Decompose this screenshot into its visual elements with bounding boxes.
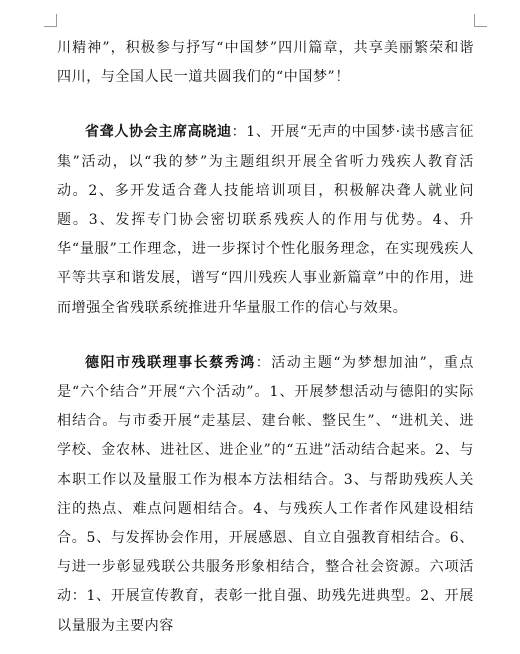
paragraph-1-text: 川精神”，积极参与抒写“中国梦”四川篇章，共享美丽繁荣和谐四川，与全国人民一道共圆我们的“中国梦”！ bbox=[57, 40, 474, 86]
paragraph-2 bbox=[57, 118, 474, 322]
paragraph-spacer bbox=[57, 323, 474, 349]
paragraph-2-text: ：1、开展“无声的中国梦·读书感言征集”活动，以“我的梦”为主题组织开展全省听力残疾人教育活动。2、多开发适合聋人技能培训项目，积极解决聋人就业问题。3、发挥专门协会密切联系残疾人的作用与优势。4、升华“量服”工作理念，进一步探讨个性化服务理念，在实现残疾人平等共享和谐发展，谱写“四川残疾人事业新篇章”中的作用，进而增强全省残联系统推进升华量服工作的信心与效果。 bbox=[57, 124, 474, 316]
paragraph-3 bbox=[57, 349, 474, 641]
paragraph-3-text: ：活动主题“为梦想加油”，重点是“六个结合”开展“六个活动”。1、开展梦想活动与德阳的实际相结合。与市委开展“走基层、建台帐、整民生”、“进机关、进学校、金农林、进社区、进企业”的“五进”活动结合起来。2、与本职工作以及量服工作为根本方法相结合。3、与帮助残疾人关注的热点、难点问题相结合。4、与残疾人工作者作风建设相结合。5、与发挥协会作用，开展感恩、自立自强教育相结合。6、与进一步彰显残联公共服务形象相结合，整合社会资源。六项活动：1、开展宣传教育，表彰一批自强、助残先进典型。2、开展以量服为主要内容 bbox=[57, 354, 474, 634]
crop-mark-top-left bbox=[44, 14, 57, 27]
paragraph-2-speaker: 省聋人协会主席高晓迪 bbox=[85, 124, 232, 141]
crop-mark-top-right bbox=[474, 14, 487, 27]
paragraph-1 bbox=[57, 34, 474, 92]
paragraph-spacer bbox=[57, 92, 474, 118]
paragraph-3-speaker: 德阳市残联理事长蔡秀鸿 bbox=[85, 354, 256, 371]
document-body bbox=[57, 34, 474, 641]
